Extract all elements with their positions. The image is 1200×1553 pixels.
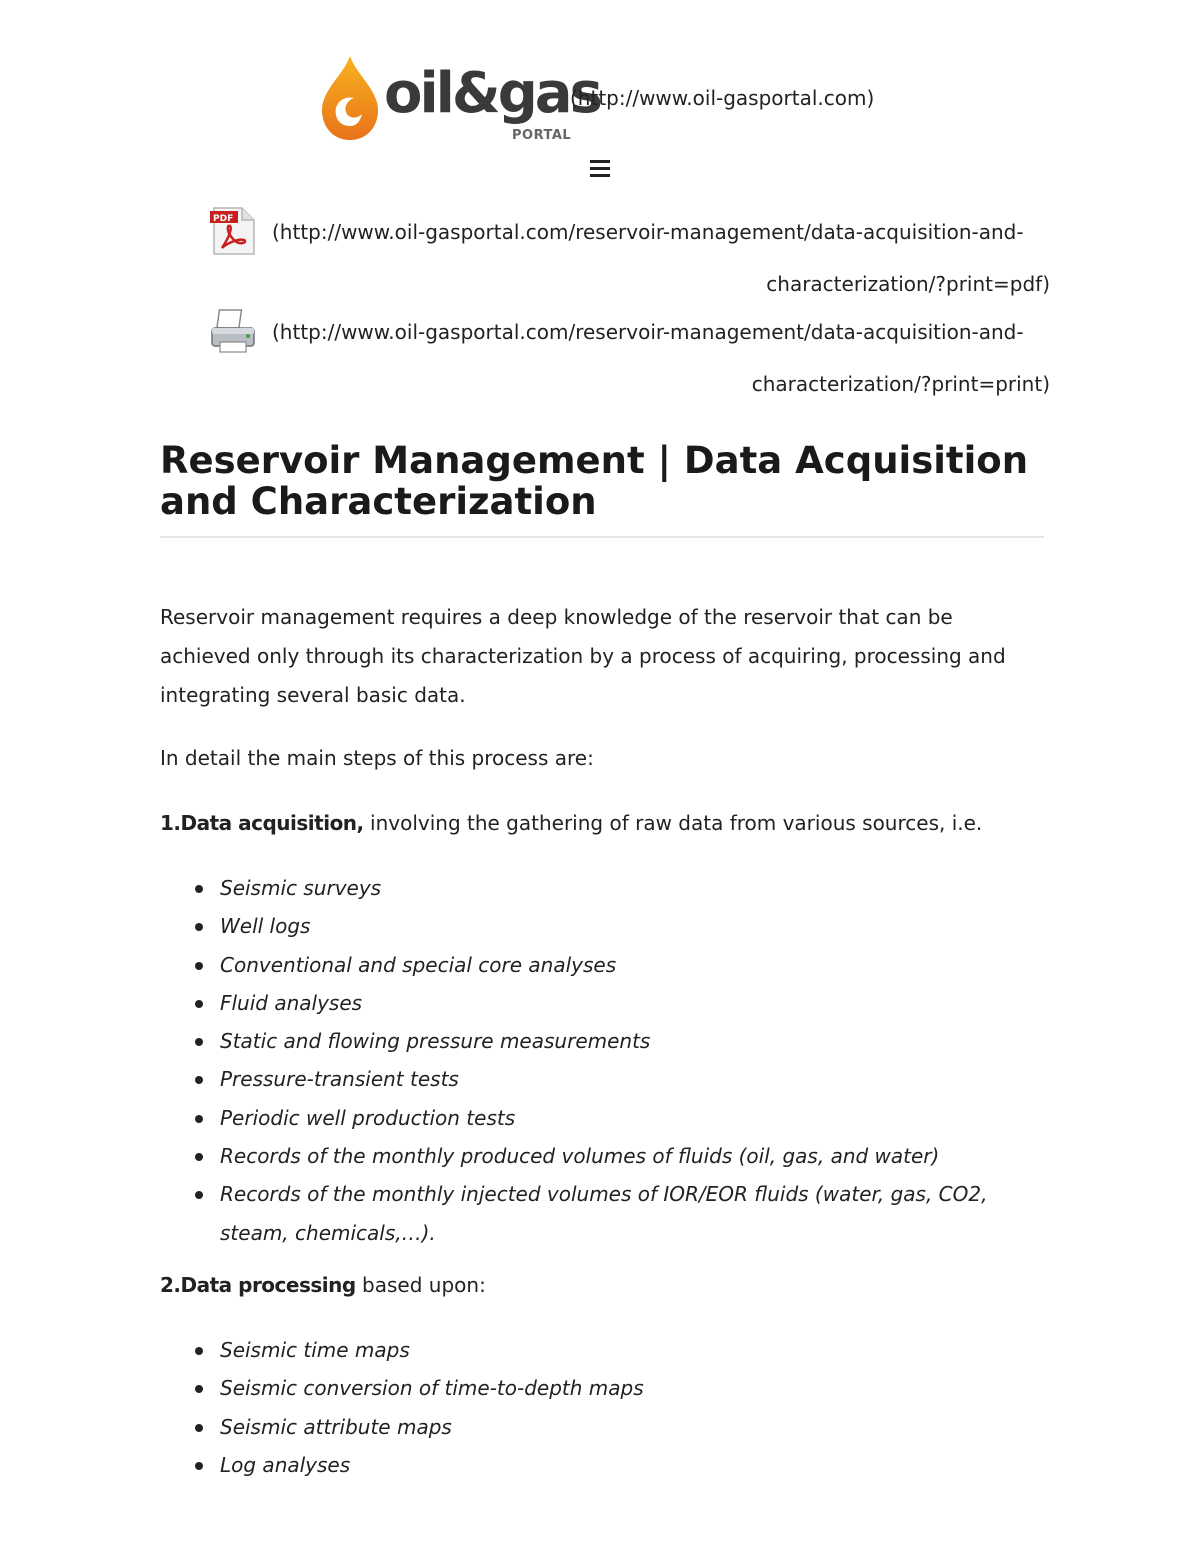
list-item: Log analyses — [220, 1446, 1044, 1484]
list-item: Periodic well production tests — [220, 1099, 1044, 1137]
svg-text:PDF: PDF — [213, 214, 234, 224]
list-item: Pressure-transient tests — [220, 1060, 1044, 1098]
article-body — [160, 598, 1044, 1498]
list-item: Well logs — [220, 907, 1044, 945]
list-item: Seismic time maps — [220, 1331, 1044, 1369]
list-item: Static and flowing pressure measurements — [220, 1022, 1044, 1060]
site-header — [314, 52, 914, 152]
site-home-link[interactable]: (http://www.oil-gasportal.com) — [570, 86, 875, 110]
step-1-list — [160, 869, 1044, 1252]
step-1-heading — [160, 804, 1044, 843]
title-divider — [160, 536, 1044, 538]
print-link[interactable]: (http://www.oil-gasportal.com/reservoir-management/data-acquisition-and-characterization/?print=print) — [272, 320, 1050, 396]
site-logo[interactable] — [314, 52, 600, 148]
logo-wordmark: oil&gas — [384, 61, 600, 126]
oil-drop-logo-icon — [314, 52, 384, 148]
step-2-text: based upon: — [355, 1272, 486, 1297]
step-1-text: involving the gathering of raw data from various sources, i.e. — [363, 811, 983, 835]
pdf-icon[interactable] — [208, 206, 258, 256]
logo-subtext: PORTAL — [512, 128, 572, 143]
list-item: Records of the monthly produced volumes of fluids (oil, gas, and water) — [220, 1137, 1044, 1175]
list-item: Records of the monthly injected volumes of IOR/EOR fluids (water, gas, CO2, steam, chemicals,…). — [220, 1175, 1044, 1252]
list-item: Seismic surveys — [220, 869, 1044, 907]
list-item: Fluid analyses — [220, 984, 1044, 1022]
steps-intro: In detail the main steps of this process are: — [160, 746, 594, 770]
pdf-link[interactable]: (http://www.oil-gasportal.com/reservoir-management/data-acquisition-and-characterization/?print=pdf) — [272, 220, 1050, 296]
step-1-label: 1.Data acquisition, — [160, 811, 364, 835]
list-item: Seismic conversion of time-to-depth maps — [220, 1369, 1044, 1407]
step-2-list — [160, 1331, 1044, 1484]
step-2-heading — [160, 1266, 1044, 1305]
hamburger-menu-icon[interactable] — [590, 160, 610, 176]
step-2-label: 2.Data processing — [160, 1272, 356, 1297]
list-item: Conventional and special core analyses — [220, 946, 1044, 984]
printer-icon[interactable] — [208, 306, 258, 356]
list-item: Seismic attribute maps — [220, 1408, 1044, 1446]
intro-paragraph: Reservoir management requires a deep knowledge of the reservoir that can be achieved only through its characterization by a process of acquiring, processing and integrating several basic data. — [160, 605, 1006, 707]
page-title: Reservoir Management | Data Acquisition and Characterization — [160, 439, 1029, 523]
